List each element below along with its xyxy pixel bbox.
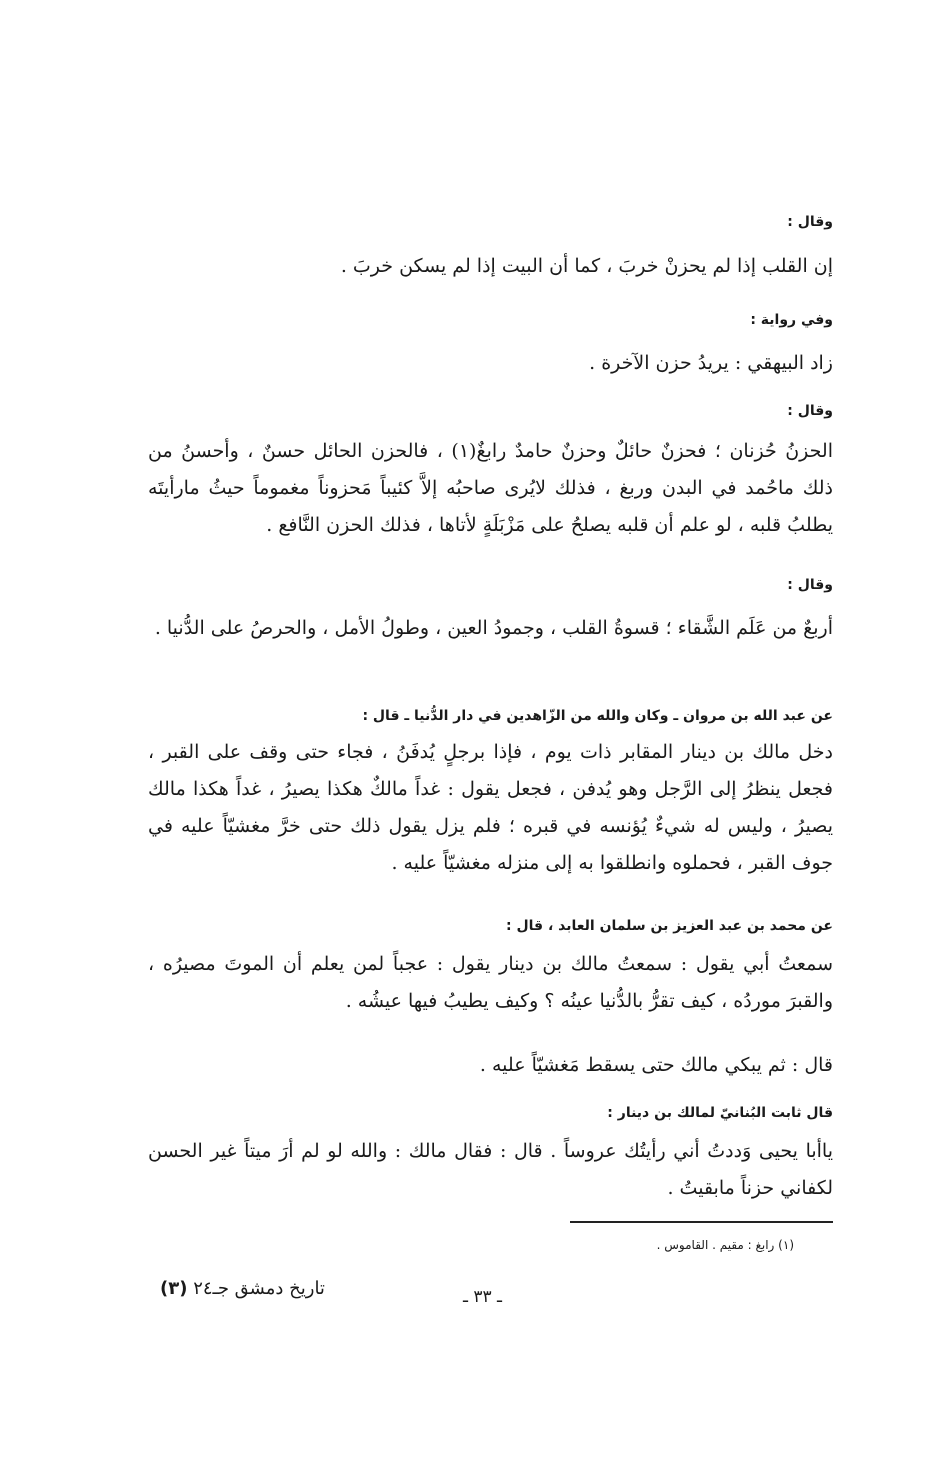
paragraph: أربعٌ من عَلَم الشَّقاء ؛ قسوةُ القلب ، وجمودُ العين ، وطولُ الأمل ، والحرصُ على الدُّنيا . [154, 617, 833, 639]
paragraph: الحزنُ حُزنان ؛ فحزنٌ حائلٌ وحزنٌ حامدٌ رابغٌ(١) ، فالحزن الحائل حسنٌ ، وأحسنُ من ذلك ماحُمد في البدن وربغ ، فذلك لايُرى صاحبُه إلاَّ كئيباً مَحزوناً مغموماً حيثُ مارأيتَه يطلبُ قلبه ، لو علم أن قلبه يصلحُ على مَزْبَلَةٍ لأتاها ، فذلك الحزن النَّافع . [148, 440, 833, 536]
footer-source-title: تاريخ دمشق جـ٢٤ [193, 1278, 325, 1299]
paragraph: زاد البيهقي : يريدُ حزن الآخرة . [589, 352, 833, 374]
footnote-divider [570, 1221, 833, 1223]
footer-volume-part: (٣) [160, 1278, 188, 1299]
section-label: عن عبد الله بن مروان ـ وكان والله من الزّاهدين في دار الدُّنيا ـ قال : [362, 708, 833, 724]
footer-source [160, 1278, 325, 1299]
section-label: قال ثابت البُنانيّ لمالك بن دينار : [607, 1105, 833, 1121]
paragraph: إن القلب إذا لم يحزنْ خربَ ، كما أن البيت إذا لم يسكن خربَ . [340, 255, 833, 277]
section-label: وقال : [787, 403, 833, 419]
section-label: عن محمد بن عبد العزيز بن سلمان العابد ، قال : [506, 918, 833, 934]
section-label: وقال : [787, 577, 833, 593]
section-label: وفي رواية : [750, 312, 833, 328]
paragraph: سمعتُ أبي يقول : سمعتُ مالك بن دينار يقول : عجباً لمن يعلم أن الموتَ مصيرُه ، والقبرَ موردُه ، كيف تقرُّ بالدُّنيا عينُه ؟ وكيف يطيبُ فيها عيشُه . [148, 953, 833, 1012]
paragraph: ياأبا يحيى وَددتُ أني رأيتُك عروساً . قال : فقال مالك : والله لو لم أرَ ميتاً غير الحسن لكفاني حزناً مابقيتُ . [148, 1140, 833, 1199]
paragraph: دخل مالك بن دينار المقابر ذات يوم ، فإذا برجلٍ يُدفَنُ ، فجاء حتى وقف على القبر ، فجعل ينظرُ إلى الرَّجل وهو يُدفن ، فجعل يقول : غداً مالكٌ هكذا يصيرُ ، غداً هكذا مالك يصيرُ ، وليس له شيءٌ يُؤنسه في قبره ؛ فلم يزل يقول ذلك حتى خرَّ مغشيّاً عليه في جوف القبر ، فحملوه وانطلقوا به إلى منزله مغشيّاً عليه . [148, 741, 833, 874]
paragraph: قال : ثم يبكي مالك حتى يسقط مَغشيّاً عليه . [479, 1054, 833, 1076]
footnote: (١) رابغ : مقيم . القاموس . [656, 1238, 794, 1252]
section-label: وقال : [787, 214, 833, 230]
page-number: ـ ٣٣ ـ [463, 1287, 503, 1307]
